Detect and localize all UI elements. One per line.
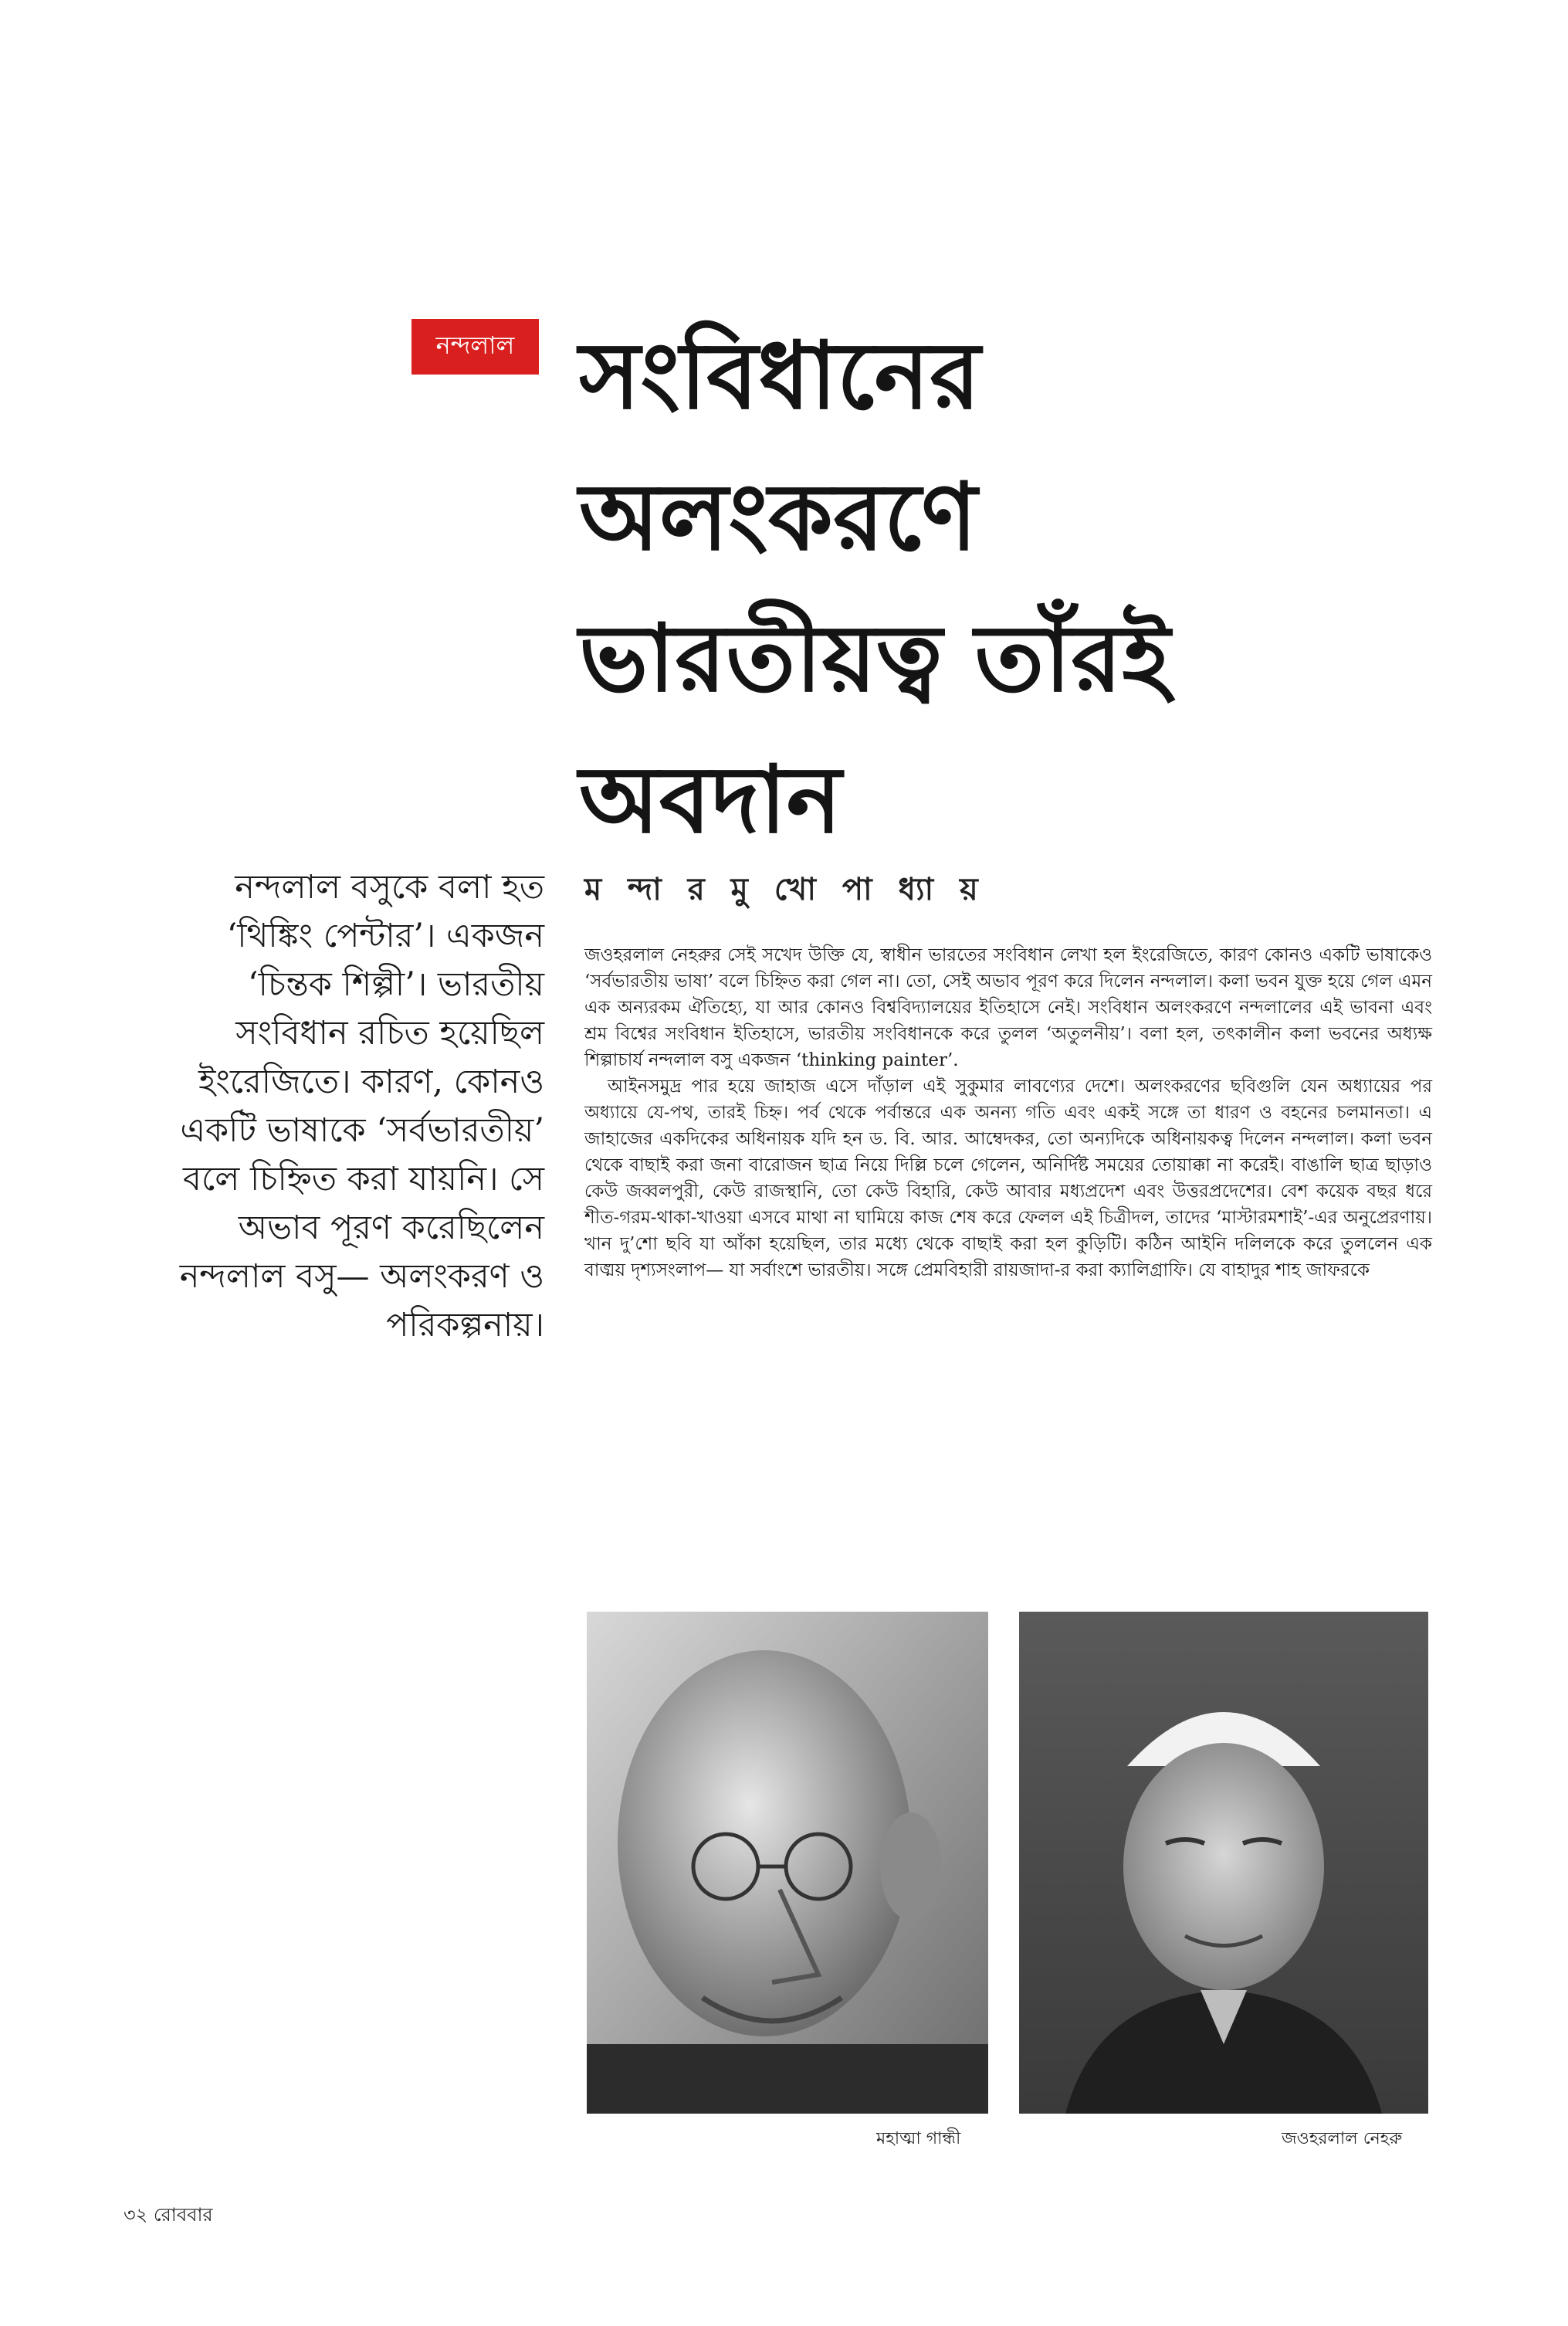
headline-line-2: অলংকরণে (579, 463, 977, 571)
body-paragraph-1: জওহরলাল নেহরুর সেই সখেদ উক্তি যে, স্বাধীন ভারতের সংবিধান লেখা হল ইংরেজিতে, কারণ কোনও একটি ভাষাকেও ‘সর্বভারতীয় ভাষা’ বলে চিহ্নিত করা গেল না। তো, সেই অভাব পূরণ করে দিলেন নন্দলাল। কলা ভবন যুক্ত হয়ে গেল এমন এক অন্যরকম ঐতিহ্যে, যা আর কোনও বিশ্ববিদ্যালয়ের ইতিহাসে নেই। সংবিধান অলংকরণে নন্দলালের এই ভাবনা এবং শ্রম বিশ্বের সংবিধান ইতিহাসে, ভারতীয় সংবিধানকে করে তুলল ‘অতুলনীয়’। বলা হল, তৎকালীন কলা ভবনের অধ্যক্ষ শিল্পাচার্য নন্দলাল বসু একজন ‘thinking painter’. (584, 945, 1432, 1070)
nehru-caption: জওহরলাল নেহরু (1282, 2129, 1403, 2148)
article-body (584, 942, 1432, 1283)
nehru-photo (1019, 1612, 1428, 2114)
headline-line-4: অবদান (579, 745, 842, 854)
page-folio: ৩২ রোববার (124, 2204, 213, 2226)
gandhi-portrait-image (587, 1612, 988, 2114)
headline-line-3: ভারতীয়ত্ব তাঁরই (579, 604, 1170, 713)
body-paragraph-2: আইনসমুদ্র পার হয়ে জাহাজ এসে দাঁড়াল এই সুকুমার লাবণ্যের দেশে। অলংকরণের ছবিগুলি যেন অধ্যায়ের পর অধ্যায়ে যে-পথ, তারই চিহ্ন। পর্ব থেকে পর্বান্তরে এক অনন্য গতি এবং একই সঙ্গে তা ধারণ ও বহনের চলমানতা। এ জাহাজের একদিকের অধিনায়ক যদি হন ড. বি. আর. আম্বেদকর, তো অন্যদিকে অধিনায়কত্ব দিলেন নন্দলাল। কলা ভবন থেকে বাছাই করা জনা বারোজন ছাত্র নিয়ে দিল্লি চলে গেলেন, অনির্দিষ্ট সময়ের তোয়াক্কা না করেই। বাঙালি ছাত্র ছাড়াও কেউ জব্বলপুরী, কেউ রাজস্থানি, তো কেউ বিহারি, কেউ আবার মধ্যপ্রদেশ এবং উত্তরপ্রদেশের। বেশ কয়েক বছর ধরে শীত-গরম-থাকা-খাওয়া এসবে মাথা না ঘামিয়ে কাজ শেষ করে ফেলল এই চিত্রীদল, তাদের ‘মাস্টারমশাই’-এর অনুপ্রেরণায়। খান দু’শো ছবি যা আঁকা হয়েছিল, তার মধ্যে থেকে বাছাই করা হল কুড়িটি। কঠিন আইনি দলিলকে করে তুললেন এক বাঙ্ময় দৃশ্যসংলাপ— যা সর্বাংশে ভারতীয়। সঙ্গে প্রেমবিহারী রায়জাদা-র করা ক্যালিগ্রাফি। যে বাহাদুর শাহ জাফরকে (584, 1077, 1432, 1280)
nehru-portrait-image (1019, 1612, 1428, 2114)
gandhi-photo (587, 1612, 988, 2114)
byline: ম ন্দা র মু খো পা ধ্যা য় (584, 872, 986, 907)
section-tag: নন্দলাল (411, 319, 539, 375)
gandhi-caption: মহাত্মা গান্ধী (876, 2129, 961, 2148)
pull-quote: নন্দলাল বসুকে বলা হত ‘থিঙ্কিং পেন্টার’। একজন ‘চিন্তক শিল্পী’। ভারতীয় সংবিধান রচিত হয়েছিল ইংরেজিতে। কারণ, কোনও একটি ভাষাকে ‘সর্বভারতীয়’ বলে চিহ্নিত করা যায়নি। সে অভাব পূরণ করেছিলেন নন্দলাল বসু— অলংকরণ ও পরিকল্পনায়। (179, 868, 544, 1344)
headline-line-1: সংবিধানের (579, 321, 980, 430)
headline (579, 305, 1505, 870)
